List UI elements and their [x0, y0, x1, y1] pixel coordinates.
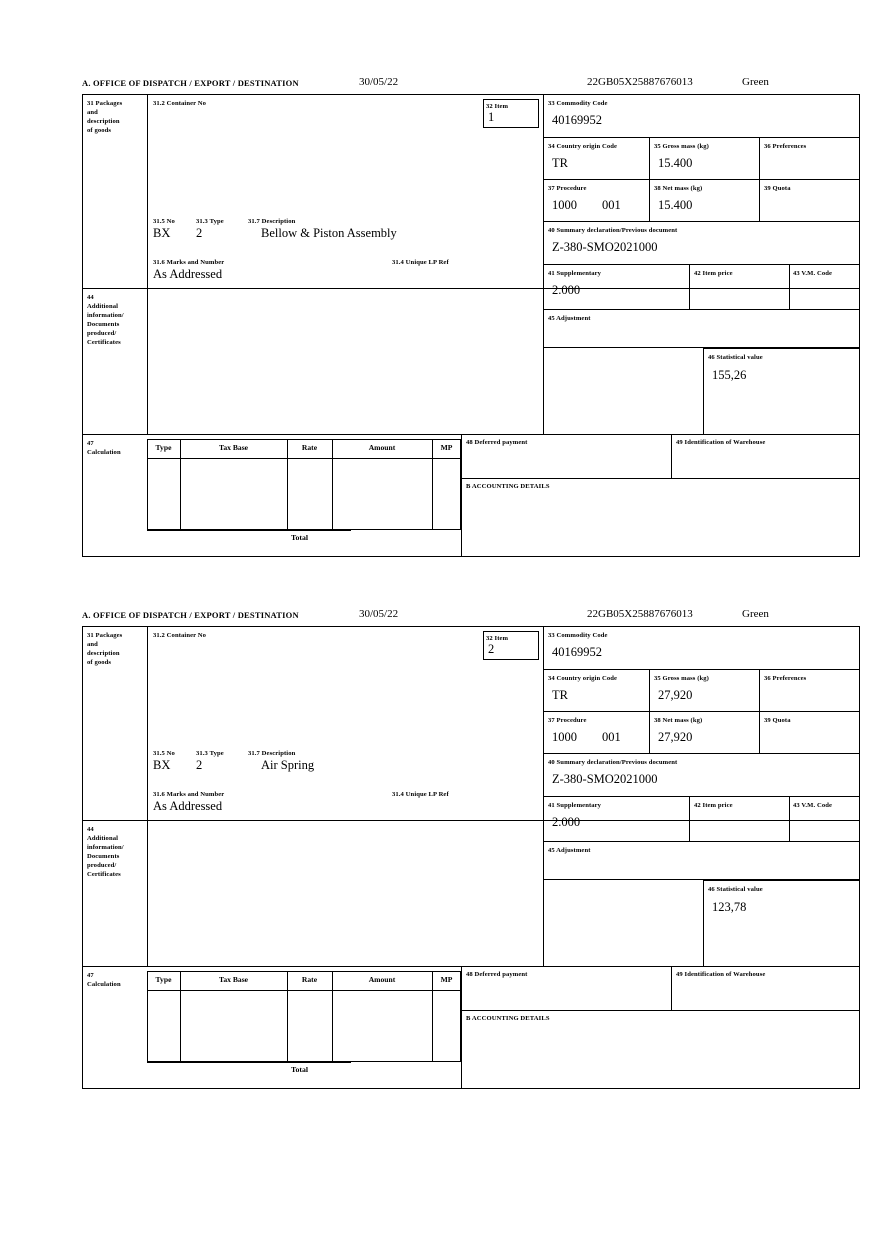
calc-col-divider-1	[180, 971, 181, 1062]
box31-6-marks-label: 31.6 Marks and Number	[153, 259, 225, 266]
office-of-dispatch-label: A. OFFICE OF DISPATCH / EXPORT / DESTINATION	[82, 78, 299, 88]
box32-item	[483, 99, 539, 128]
header-date: 30/05/22	[359, 76, 399, 88]
box32-value[interactable]: 1	[488, 110, 495, 124]
header-lane: Green	[742, 608, 769, 620]
box40-value[interactable]: Z-380-SMO2021000	[552, 772, 658, 786]
box31-2-container-value[interactable]	[153, 110, 533, 130]
box37-value-b[interactable]: 001	[602, 730, 621, 744]
box31-3-type-value[interactable]: 2	[196, 758, 203, 772]
box40-label: 40 Summary declaration/Previous document	[548, 759, 678, 766]
box33-label: 33 Commodity Code	[548, 100, 608, 107]
calc-col-divider-3	[332, 971, 333, 1062]
box37-value-b[interactable]: 001	[602, 198, 621, 212]
box43-label: 43 V.M. Code	[793, 270, 833, 277]
box40-label: 40 Summary declaration/Previous document	[548, 227, 678, 234]
total-label: Total	[291, 533, 309, 542]
box41-label: 41 Supplementary	[548, 802, 602, 809]
box49-label: 49 Identification of Warehouse	[676, 439, 766, 446]
box35-value[interactable]: 15.400	[658, 156, 693, 170]
box37-label: 37 Procedure	[548, 185, 587, 192]
box46-label: 46 Statistical value	[708, 886, 763, 893]
box34-label: 34 Country origin Code	[548, 675, 618, 682]
calc-header-rate: Rate	[301, 975, 318, 984]
box39-label: 39 Quota	[764, 717, 791, 724]
box32-label: 32 Item	[486, 103, 509, 110]
box31-2-container-label: 31.2 Container No	[153, 100, 207, 107]
box44-value[interactable]	[153, 293, 533, 423]
box36-preferences	[760, 138, 860, 180]
divider-dotted	[543, 348, 544, 434]
box33-value[interactable]: 40169952	[552, 645, 602, 659]
box31-2-container-label: 31.2 Container No	[153, 632, 207, 639]
box39-quota	[760, 712, 860, 754]
box31-7-description-value[interactable]: Bellow & Piston Assembly	[261, 226, 397, 240]
box43-label: 43 V.M. Code	[793, 802, 833, 809]
box31-7-description-label: 31.7 Description	[248, 750, 296, 757]
box48-label: 48 Deferred payment	[466, 439, 528, 446]
box37-label: 37 Procedure	[548, 717, 587, 724]
box48-deferred-payment	[462, 966, 671, 1010]
box47-calculation-table	[147, 439, 461, 530]
calc-header-tax-base: Tax Base	[218, 443, 249, 452]
box46-statistical-value	[703, 348, 860, 434]
box47-label: 47 Calculation	[87, 440, 121, 456]
boxB-accounting-details	[462, 1010, 860, 1089]
box35-gross-mass	[650, 138, 760, 180]
box38-net-mass	[650, 712, 760, 754]
calc-header-mp: MP	[440, 443, 453, 452]
box40-summary-declaration	[544, 754, 860, 797]
box31-6-marks-value[interactable]: As Addressed	[153, 799, 223, 813]
box31-7-description-label: 31.7 Description	[248, 218, 296, 225]
total-value[interactable]	[351, 1064, 461, 1078]
box37-procedure	[544, 180, 650, 222]
box36-label: 36 Preferences	[764, 143, 807, 150]
box31-6-marks-label: 31.6 Marks and Number	[153, 791, 225, 798]
divider-label-col-31-44	[83, 288, 147, 289]
calc-header-divider	[147, 458, 461, 459]
calc-header-mp: MP	[440, 975, 453, 984]
box33-commodity-code	[544, 627, 860, 670]
calc-col-divider-3	[332, 439, 333, 530]
calc-grid-outline	[147, 971, 461, 1062]
box39-quota	[760, 180, 860, 222]
box33-value[interactable]: 40169952	[552, 113, 602, 127]
box31-label: 31 Packages and description of goods	[87, 632, 123, 666]
box31-3-type-label: 31.3 Type	[196, 750, 224, 757]
box41-supplementary	[544, 265, 690, 310]
boxB-accounting-details	[462, 478, 860, 557]
divider-dotted	[543, 880, 544, 966]
box46-value[interactable]: 123,78	[712, 900, 747, 914]
calc-col-divider-1	[180, 439, 181, 530]
box45-label: 45 Adjustment	[548, 315, 591, 322]
box31-3-type-value[interactable]: 2	[196, 226, 203, 240]
box41-value[interactable]: 2.000	[552, 815, 581, 829]
box34-label: 34 Country origin Code	[548, 143, 618, 150]
box31-6-marks-value[interactable]: As Addressed	[153, 267, 223, 281]
box36-label: 36 Preferences	[764, 675, 807, 682]
box31-3-type-label: 31.3 Type	[196, 218, 224, 225]
box45-adjustment	[544, 842, 860, 880]
box40-value[interactable]: Z-380-SMO2021000	[552, 240, 658, 254]
box42-item-price	[690, 797, 790, 842]
box49-label: 49 Identification of Warehouse	[676, 971, 766, 978]
box35-label: 35 Gross mass (kg)	[654, 675, 709, 682]
box38-net-mass	[650, 180, 760, 222]
customs-declaration-sheet-2	[82, 610, 860, 1089]
box33-label: 33 Commodity Code	[548, 632, 608, 639]
box35-gross-mass	[650, 670, 760, 712]
calc-header-amount: Amount	[368, 443, 396, 452]
box34-value[interactable]: TR	[552, 688, 568, 702]
box44-value[interactable]	[153, 825, 533, 955]
box43-vm-code	[790, 797, 860, 842]
calc-header-type: Type	[155, 443, 172, 452]
box34-country-origin	[544, 670, 650, 712]
calc-col-divider-2	[287, 439, 288, 530]
box38-label: 38 Net mass (kg)	[654, 185, 703, 192]
calc-header-tax-base: Tax Base	[218, 975, 249, 984]
box41-supplementary	[544, 797, 690, 842]
header-reference: 22GB05X25887676013	[587, 608, 693, 620]
total-label: Total	[291, 1065, 309, 1074]
box32-value[interactable]: 2	[488, 642, 495, 656]
box33-commodity-code	[544, 95, 860, 138]
calc-header-rate: Rate	[301, 443, 318, 452]
header-reference: 22GB05X25887676013	[587, 76, 693, 88]
divider-label-col-31-44	[83, 820, 147, 821]
box47-label: 47 Calculation	[87, 972, 121, 988]
total-rule	[147, 1062, 351, 1063]
box38-label: 38 Net mass (kg)	[654, 717, 703, 724]
calc-header-type: Type	[155, 975, 172, 984]
boxB-label: B ACCOUNTING DETAILS	[466, 1015, 550, 1022]
box41-label: 41 Supplementary	[548, 270, 602, 277]
box31-5-no-label: 31.5 No	[153, 750, 175, 757]
box37-value-a[interactable]: 1000	[552, 198, 577, 212]
box31-7-description-value[interactable]: Air Spring	[261, 758, 315, 772]
box35-label: 35 Gross mass (kg)	[654, 143, 709, 150]
box31-5-no-value[interactable]: BX	[153, 758, 171, 772]
box37-procedure	[544, 712, 650, 754]
box44-label: 44 Additional information/ Documents produced/ Certificates	[87, 294, 124, 346]
box46-statistical-value	[703, 880, 860, 966]
box31-4-lp-ref-label: 31.4 Unique LP Ref	[392, 259, 449, 266]
header-lane: Green	[742, 76, 769, 88]
boxB-label: B ACCOUNTING DETAILS	[466, 483, 550, 490]
box49-identification-of-warehouse	[672, 966, 860, 1010]
box38-value[interactable]: 27,920	[658, 730, 693, 744]
box48-label: 48 Deferred payment	[466, 971, 528, 978]
box31-5-no-label: 31.5 No	[153, 218, 175, 225]
box31-label: 31 Packages and description of goods	[87, 100, 123, 134]
box32-label: 32 Item	[486, 635, 509, 642]
box46-value[interactable]: 155,26	[712, 368, 747, 382]
box43-vm-code	[790, 265, 860, 310]
box40-summary-declaration	[544, 222, 860, 265]
office-of-dispatch-label: A. OFFICE OF DISPATCH / EXPORT / DESTINATION	[82, 610, 299, 620]
box36-preferences	[760, 670, 860, 712]
box44-label: 44 Additional information/ Documents produced/ Certificates	[87, 826, 124, 878]
declaration-box	[82, 94, 860, 557]
declaration-box	[82, 626, 860, 1089]
box46-label: 46 Statistical value	[708, 354, 763, 361]
box42-label: 42 Item price	[694, 802, 733, 809]
total-value[interactable]	[351, 532, 461, 546]
box49-identification-of-warehouse	[672, 434, 860, 478]
box31-4-lp-ref-label: 31.4 Unique LP Ref	[392, 791, 449, 798]
box45-label: 45 Adjustment	[548, 847, 591, 854]
total-rule	[147, 530, 351, 531]
box48-deferred-payment	[462, 434, 671, 478]
box35-value[interactable]: 27,920	[658, 688, 693, 702]
divider-left-column	[147, 95, 148, 434]
box38-value[interactable]: 15.400	[658, 198, 693, 212]
box45-adjustment	[544, 310, 860, 348]
sheet-header	[82, 78, 860, 94]
box47-calculation-table	[147, 971, 461, 1062]
box31-2-container-value[interactable]	[153, 642, 533, 662]
box37-value-a[interactable]: 1000	[552, 730, 577, 744]
calc-header-amount: Amount	[368, 975, 396, 984]
box42-label: 42 Item price	[694, 270, 733, 277]
box32-item	[483, 631, 539, 660]
header-date: 30/05/22	[359, 608, 399, 620]
calc-grid-outline	[147, 439, 461, 530]
calc-col-divider-4	[432, 971, 433, 1062]
calc-col-divider-4	[432, 439, 433, 530]
box42-item-price	[690, 265, 790, 310]
calc-header-divider	[147, 990, 461, 991]
box34-value[interactable]: TR	[552, 156, 568, 170]
box31-5-no-value[interactable]: BX	[153, 226, 171, 240]
box39-label: 39 Quota	[764, 185, 791, 192]
box41-value[interactable]: 2.000	[552, 283, 581, 297]
customs-declaration-sheet-1	[82, 78, 860, 557]
sheet-header	[82, 610, 860, 626]
box34-country-origin	[544, 138, 650, 180]
divider-left-column	[147, 627, 148, 966]
calc-col-divider-2	[287, 971, 288, 1062]
